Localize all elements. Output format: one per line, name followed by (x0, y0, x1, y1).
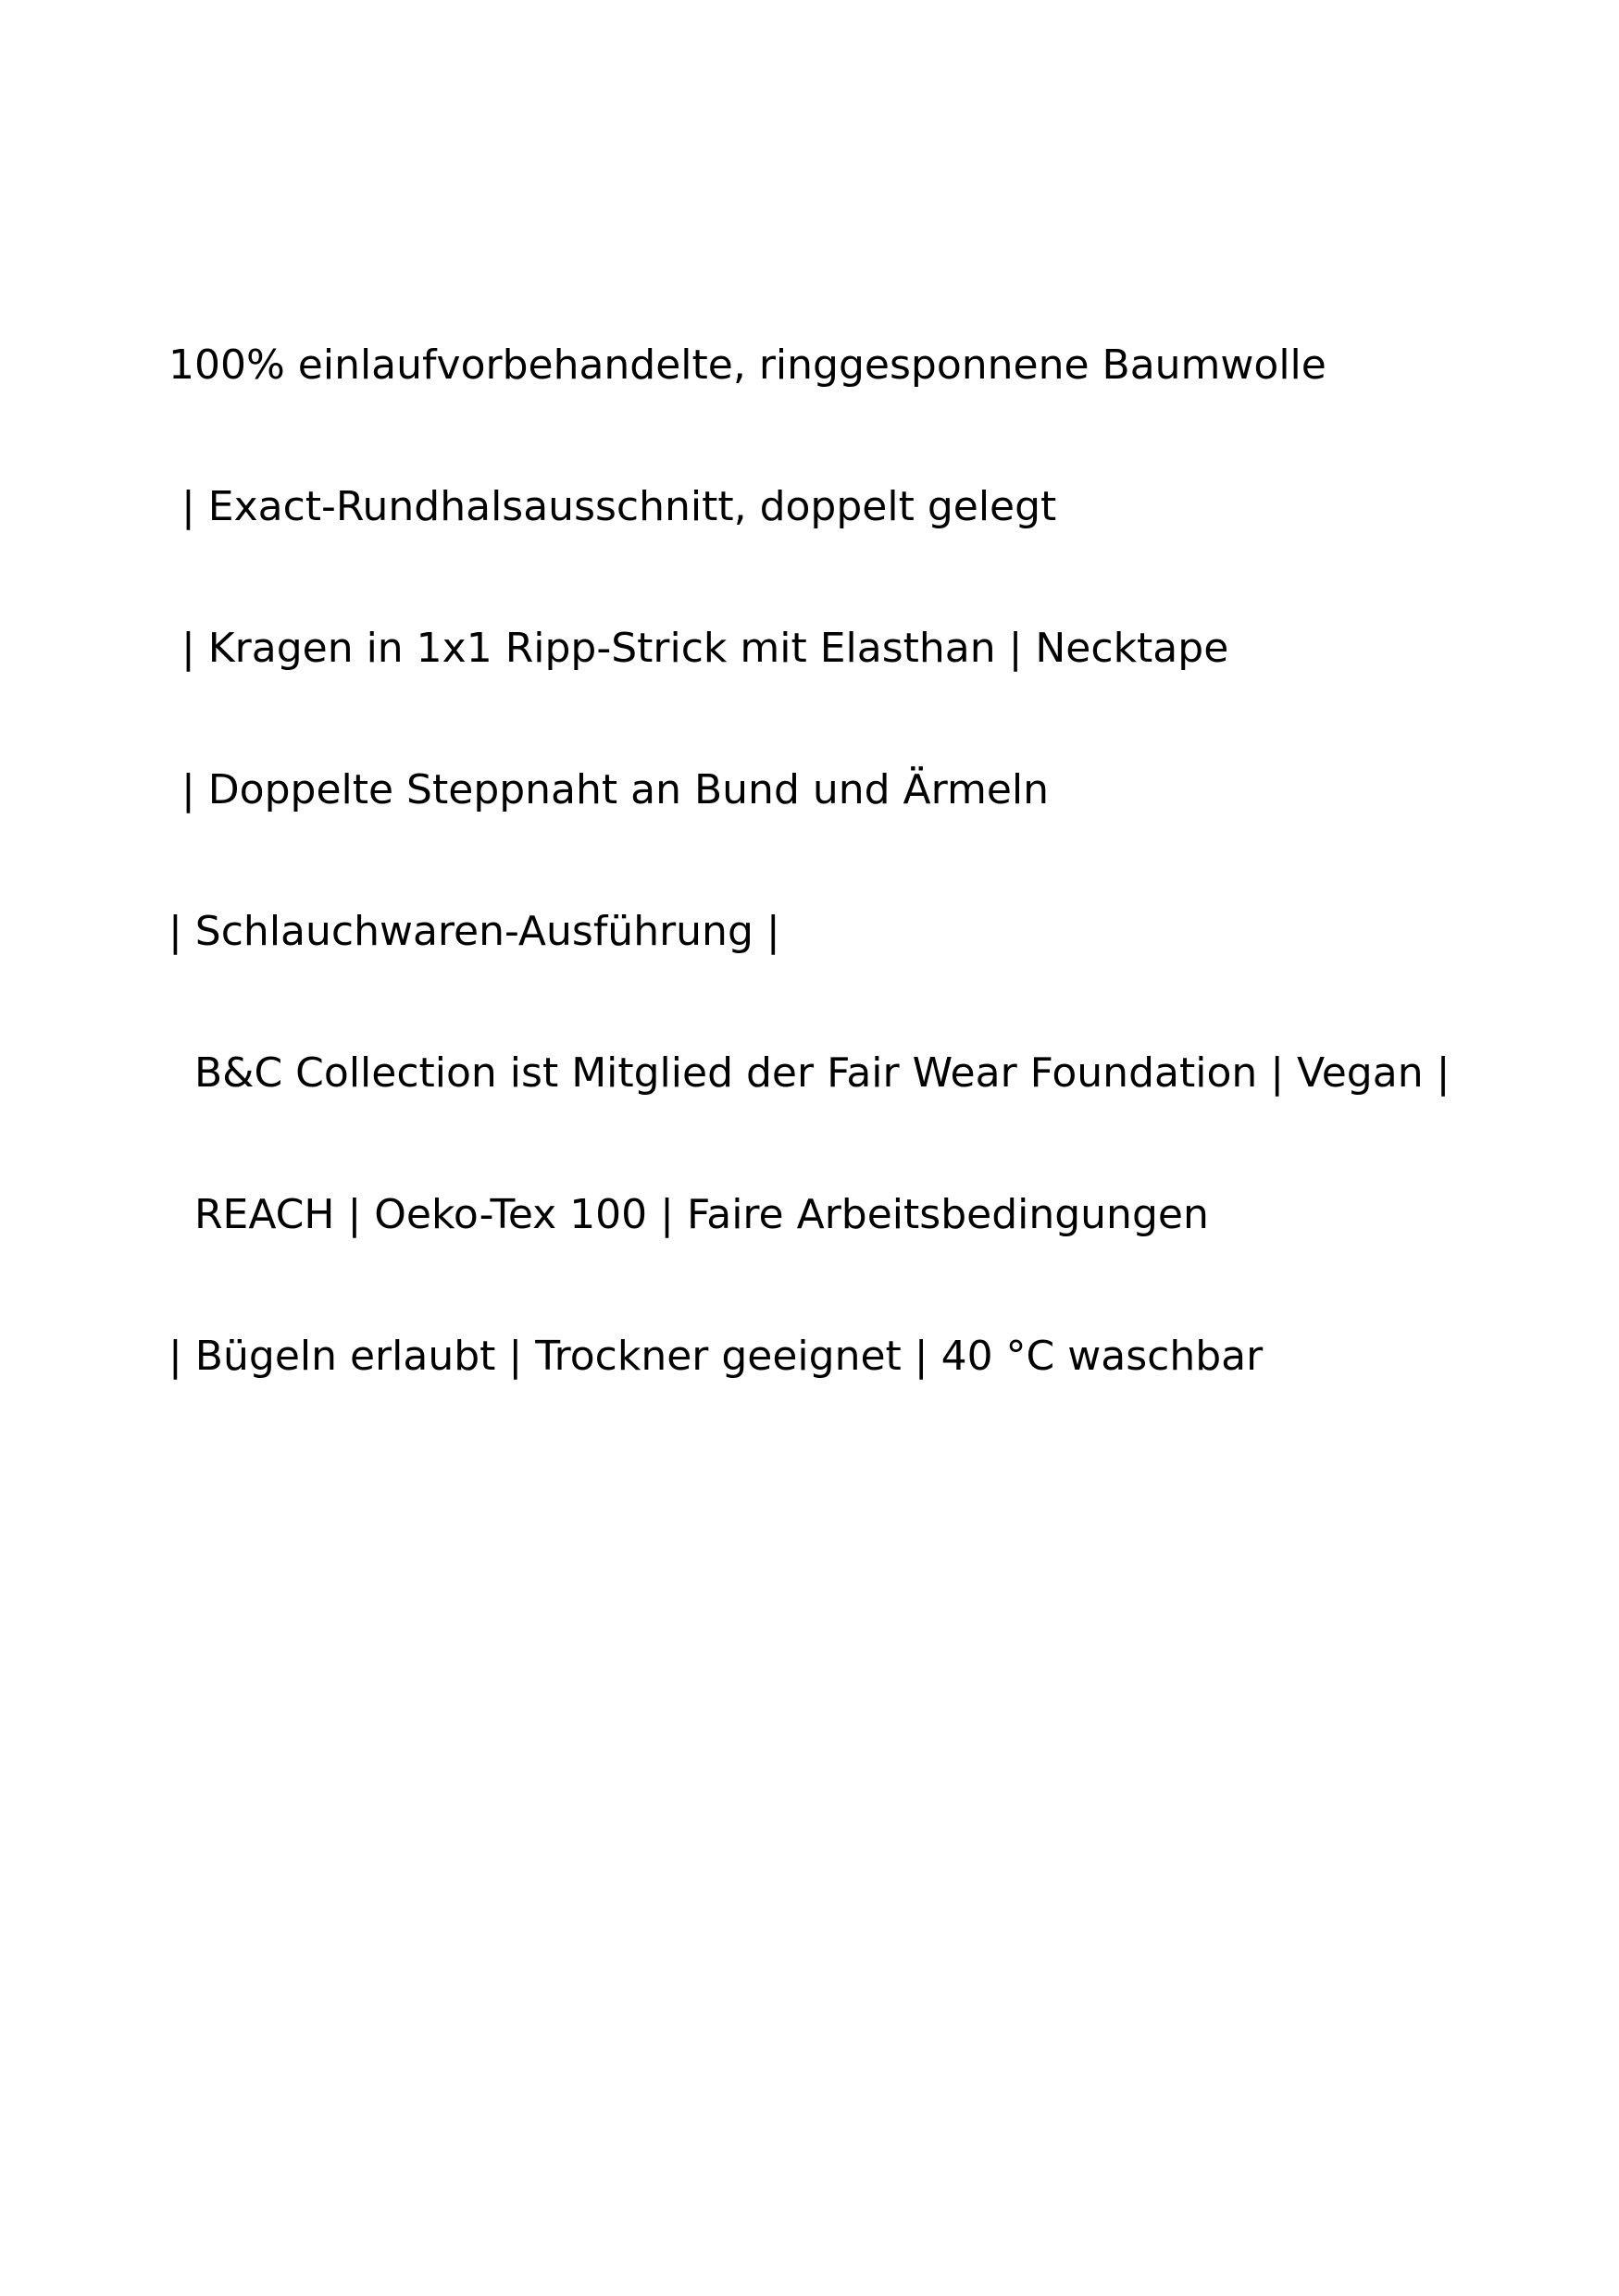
description-line: | Exact-Rundhalsausschnitt, doppelt gelegt (168, 483, 1057, 530)
description-line: REACH | Oeko-Tex 100 | Faire Arbeitsbedingungen (168, 1191, 1209, 1238)
description-line: | Schlauchwaren-Ausführung | (168, 908, 780, 955)
description-line: | Doppelte Steppnaht an Bund und Ärmeln (168, 766, 1050, 813)
description-line: | Kragen in 1x1 Ripp-Strick mit Elasthan | Necktape (168, 625, 1229, 672)
description-line: B&C Collection ist Mitglied der Fair Wear Foundation | Vegan | (168, 1049, 1451, 1097)
description-line: 100% einlaufvorbehandelte, ringgesponnene Baumwolle (168, 341, 1326, 389)
description-line: | Bügeln erlaubt | Trockner geeignet | 40 °C waschbar (168, 1333, 1264, 1380)
product-description-text-block (168, 247, 1450, 1474)
